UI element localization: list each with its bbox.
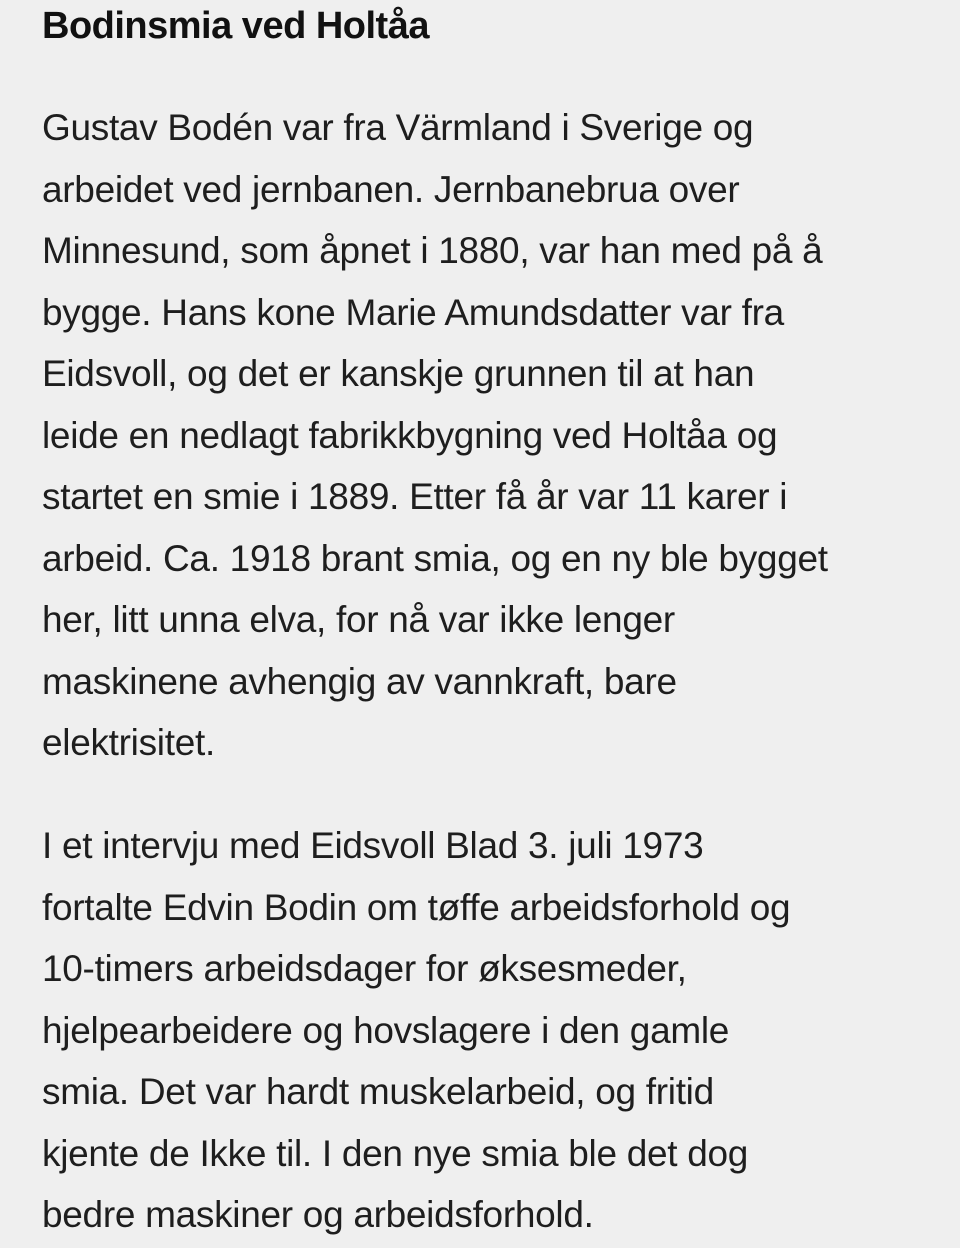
paragraph-line: leide en nedlagt fabrikkbygning ved Holtåa og xyxy=(42,414,778,456)
paragraph-line: bedre maskiner og arbeidsforhold. xyxy=(42,1194,594,1235)
paragraph-line: arbeid. Ca. 1918 brant smia, og en ny ble bygget xyxy=(42,537,828,579)
paragraph-line: I et intervju med Eidsvoll Blad 3. juli 1973 xyxy=(42,825,704,866)
paragraph-line: hjelpearbeidere og hovslagere i den gamle xyxy=(42,1009,730,1051)
paragraph-line: elektrisitet. xyxy=(42,722,215,763)
paragraph-line: Gustav Bodén var fra Värmland i Sverige og xyxy=(42,107,754,148)
paragraph-line: kjente de Ikke til. I den nye smia ble det dog xyxy=(42,1132,749,1174)
paragraph-line: 10-timers arbeidsdager for øksesmeder, xyxy=(42,948,687,989)
paragraph-line: her, litt unna elva, for nå var ikke lenger xyxy=(42,599,675,640)
paragraph-line: fortalte Edvin Bodin om tøffe arbeidsforhold og xyxy=(42,886,791,928)
paragraph-line: maskinene avhengig av vannkraft, bare xyxy=(42,660,677,702)
paragraph-line: startet en smie i 1889. Etter få år var 11 karer i xyxy=(42,476,788,517)
article-title: Bodinsmia ved Holtåa xyxy=(42,5,429,47)
paragraph-1 xyxy=(42,97,920,774)
paragraph-line: Eidsvoll, og det er kanskje grunnen til at han xyxy=(42,353,755,394)
paragraph-2 xyxy=(42,815,920,1246)
paragraph-line: arbeidet ved jernbanen. Jernbanebrua over xyxy=(42,168,740,210)
paragraph-line: Minnesund, som åpnet i 1880, var han med på å xyxy=(42,230,823,271)
paragraph-line: smia. Det var hardt muskelarbeid, og fritid xyxy=(42,1071,714,1112)
paragraph-line: bygge. Hans kone Marie Amundsdatter var fra xyxy=(42,291,784,333)
